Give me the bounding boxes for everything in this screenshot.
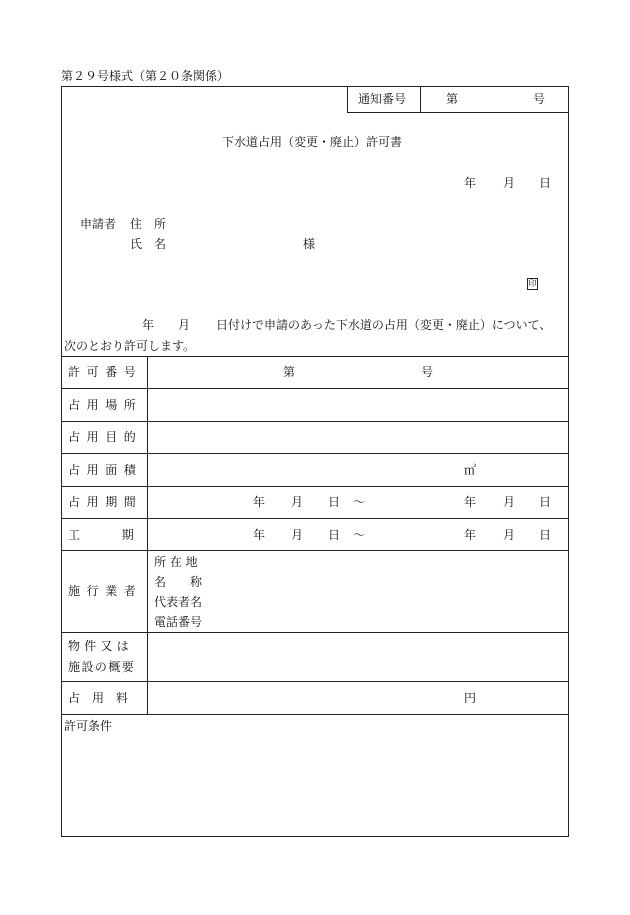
period-end-day: 日 [539,495,552,509]
body-text-line1: 日付けで申請のあった下水道の占用（変更・廃止）について、 [216,318,552,332]
construction-period-label: 工 期 [68,528,136,542]
notice-go: 号 [533,92,546,106]
body-month: 月 [178,318,191,332]
contractor-label: 施行業者 [68,584,143,598]
facility-overview-label-line2: 施設の概要 [68,660,136,674]
occupancy-period-label: 占用期間 [68,495,143,509]
row-line [61,714,569,715]
row-line [61,550,569,551]
applicant-label: 申請者 [80,217,117,231]
occupancy-fee-label: 占 用 料 [68,691,129,705]
row-line [61,632,569,633]
row-line [61,453,569,454]
construction-start-month: 月 [291,528,304,542]
row-line [61,518,569,519]
applicant-address-label: 住 所 [130,217,167,231]
fee-unit: 円 [464,691,477,705]
table-top-line [61,356,569,357]
construction-start-day: 日 [328,528,341,542]
applicant-honorific: 様 [303,237,316,251]
notice-dai: 第 [446,92,459,106]
period-end-month: 月 [503,495,516,509]
permit-form-frame [61,86,569,837]
applicant-name-label: 氏 名 [130,237,167,251]
seal-mark: 印 [528,279,537,288]
permit-number-dai: 第 [283,365,296,379]
occupancy-area-label: 占用面積 [68,463,143,477]
notice-box-bottom [347,112,569,113]
row-line [61,388,569,389]
document-title: 下水道占用（変更・廃止）許可書 [222,135,403,149]
issue-month: 月 [503,176,516,190]
notice-box-left [347,86,348,113]
body-text-line2: 次のとおり許可します。 [64,339,196,353]
contractor-name-label: 名 称 [154,575,203,589]
issue-year: 年 [464,176,477,190]
construction-tilde: ～ [353,528,366,542]
row-line [61,421,569,422]
contractor-address-label: 所 在 地 [154,555,198,569]
issue-day: 日 [539,176,552,190]
area-unit: ㎡ [464,463,477,477]
construction-end-year: 年 [464,528,477,542]
form-label: 第２９号様式（第２０条関係） [61,69,230,83]
contractor-phone-label: 電話番号 [154,615,203,629]
notice-box-divider [420,86,421,113]
period-start-month: 月 [291,495,304,509]
facility-overview-label-line1: 物件又は [68,639,133,653]
construction-end-month: 月 [503,528,516,542]
permit-number-label: 許可番号 [68,365,143,379]
period-start-day: 日 [328,495,341,509]
period-end-year: 年 [464,495,477,509]
notice-number-label: 通知番号 [358,92,407,106]
period-start-year: 年 [253,495,266,509]
period-tilde: ～ [353,495,366,509]
row-line [61,486,569,487]
body-year: 年 [142,318,155,332]
occupancy-purpose-label: 占用目的 [68,430,143,444]
row-line [61,681,569,682]
contractor-representative-label: 代表者名 [154,595,203,609]
occupancy-location-label: 占用場所 [68,398,143,412]
construction-end-day: 日 [539,528,552,542]
label-column-divider [147,356,148,714]
construction-start-year: 年 [253,528,266,542]
permit-number-go: 号 [421,365,434,379]
permit-conditions-label: 許可条件 [64,719,113,733]
